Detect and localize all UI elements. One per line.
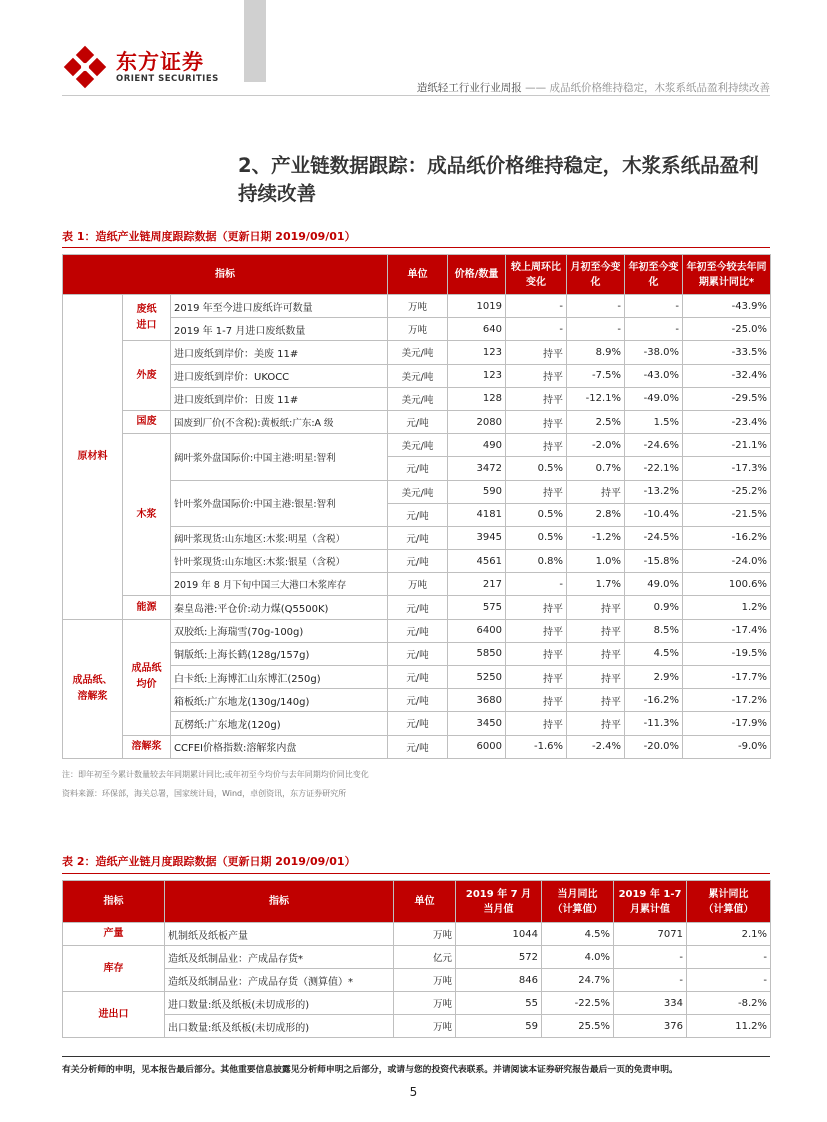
row-wow: -	[506, 295, 567, 318]
weekly-tracking-table	[62, 254, 771, 759]
row-cumulative-yoy: 11.2%	[687, 1015, 771, 1038]
row-ytd: -49.0%	[625, 387, 683, 410]
row-mtd: 2.8%	[567, 503, 625, 526]
row-ytd: 8.5%	[625, 619, 683, 642]
row-ytd: -16.2%	[625, 689, 683, 712]
row-unit: 万吨	[394, 992, 456, 1015]
group-raw-materials: 原材料	[63, 295, 123, 620]
row-unit: 元/吨	[388, 550, 448, 573]
row-unit: 元/吨	[388, 526, 448, 549]
row-name: 针叶浆现货:山东地区:木浆:银星（含税）	[171, 550, 388, 573]
table-row	[63, 434, 771, 457]
logo-chinese-name: 东方证券	[116, 49, 204, 74]
row-yoy: -21.1%	[683, 434, 771, 457]
row-name: 造纸及纸制品业：产成品存货（测算值）*	[165, 969, 394, 992]
row-yoy: -17.3%	[683, 457, 771, 480]
row-yoy: -17.7%	[683, 666, 771, 689]
row-mtd: -2.4%	[567, 735, 625, 758]
row-yoy: -17.4%	[683, 619, 771, 642]
row-unit: 元/吨	[388, 666, 448, 689]
row-wow: 持平	[506, 619, 567, 642]
row-wow: 持平	[506, 689, 567, 712]
row-wow: -1.6%	[506, 735, 567, 758]
header-unit: 单位	[388, 255, 448, 295]
row-name: 瓦楞纸:广东地龙(120g)	[171, 712, 388, 735]
row-yoy: -9.0%	[683, 735, 771, 758]
table1-header-row	[63, 255, 771, 295]
row-cumulative: 376	[614, 1015, 687, 1038]
row-cumulative-yoy: -	[687, 969, 771, 992]
header-ytd: 年初至今变化	[625, 255, 683, 295]
row-price: 3945	[448, 526, 506, 549]
subcat-energy: 能源	[123, 596, 171, 619]
row-unit: 万吨	[388, 318, 448, 341]
row-mtd: -12.1%	[567, 387, 625, 410]
row-name: 铜版纸:上海长鹤(128g/157g)	[171, 642, 388, 665]
row-wow: 0.8%	[506, 550, 567, 573]
row-ytd: -20.0%	[625, 735, 683, 758]
header-cumulative-line2: 月累计值	[630, 903, 670, 915]
header-cumulative-line1: 2019 年 1-7	[618, 888, 682, 900]
row-name: 阔叶浆现货:山东地区:木浆:明星（含税）	[171, 526, 388, 549]
row-value: 572	[456, 946, 542, 969]
cat-trade: 进出口	[63, 992, 165, 1038]
row-mtd: 0.7%	[567, 457, 625, 480]
row-unit: 元/吨	[388, 619, 448, 642]
row-ytd: 4.5%	[625, 642, 683, 665]
row-unit: 元/吨	[388, 457, 448, 480]
header-july-line2: 当月值	[483, 903, 514, 915]
row-name: 白卡纸:上海博汇山东博汇(250g)	[171, 666, 388, 689]
table1-source: 资料来源：环保部，海关总署，国家统计局，Wind，卓创资讯，东方证券研究所	[62, 789, 347, 798]
row-mtd: 2.5%	[567, 410, 625, 433]
row-price: 575	[448, 596, 506, 619]
row-cumulative: -	[614, 969, 687, 992]
table-row	[63, 923, 771, 946]
row-name: 进口废纸到岸价：美废 11#	[171, 341, 388, 364]
header-mtd: 月初至今变化	[567, 255, 625, 295]
monthly-tracking-table	[62, 880, 771, 1038]
row-price: 4181	[448, 503, 506, 526]
row-mtd: -7.5%	[567, 364, 625, 387]
row-wow: 0.5%	[506, 526, 567, 549]
row-value: 1044	[456, 923, 542, 946]
row-value: 55	[456, 992, 542, 1015]
row-unit: 元/吨	[388, 596, 448, 619]
row-value: 59	[456, 1015, 542, 1038]
row-price: 128	[448, 387, 506, 410]
row-name: 国废到厂价(不含税):黄板纸:广东:A 级	[171, 410, 388, 433]
header-cumulative-yoy-line1: 累计同比	[708, 888, 749, 900]
row-wow: 持平	[506, 712, 567, 735]
table-row	[63, 946, 771, 969]
row-yoy: 1.2%	[683, 596, 771, 619]
row-unit: 美元/吨	[388, 364, 448, 387]
row-price: 217	[448, 573, 506, 596]
table-row	[63, 619, 771, 642]
row-yoy: -23.4%	[683, 410, 771, 433]
row-wow: 持平	[506, 642, 567, 665]
header-month-yoy-line1: 当月同比	[557, 888, 598, 900]
header-yoy: 年初至今较去年同期累计同比*	[683, 255, 771, 295]
row-unit: 美元/吨	[388, 434, 448, 457]
table2-caption: 表 2：造纸产业链月度跟踪数据（更新日期 2019/09/01）	[62, 855, 356, 868]
row-name: 造纸及纸制品业：产成品存货*	[165, 946, 394, 969]
row-mtd: 持平	[567, 480, 625, 503]
footer-divider	[62, 1056, 770, 1057]
table2-caption-rule	[62, 873, 770, 874]
row-price: 3680	[448, 689, 506, 712]
row-mtd: 持平	[567, 596, 625, 619]
row-mtd: 1.7%	[567, 573, 625, 596]
row-cumulative: 7071	[614, 923, 687, 946]
row-wow: 0.5%	[506, 503, 567, 526]
row-price: 640	[448, 318, 506, 341]
row-price: 490	[448, 434, 506, 457]
row-ytd: 0.9%	[625, 596, 683, 619]
row-name: 进口废纸到岸价：日废 11#	[171, 387, 388, 410]
row-price: 3472	[448, 457, 506, 480]
row-ytd: -43.0%	[625, 364, 683, 387]
row-unit: 万吨	[388, 295, 448, 318]
row-unit: 万吨	[394, 969, 456, 992]
subcat-waste-import: 废纸进口	[123, 295, 171, 341]
row-name: CCFEI价格指数:溶解浆内盘	[171, 735, 388, 758]
header-unit: 单位	[394, 881, 456, 923]
row-ytd: 2.9%	[625, 666, 683, 689]
row-unit: 美元/吨	[388, 341, 448, 364]
row-name: 出口数量:纸及纸板(未切成形的)	[165, 1015, 394, 1038]
table-row	[63, 969, 771, 992]
subcat-pulp: 木浆	[123, 434, 171, 596]
table-row	[63, 410, 771, 433]
row-cumulative-yoy: -8.2%	[687, 992, 771, 1015]
row-wow: 持平	[506, 666, 567, 689]
row-yoy: -33.5%	[683, 341, 771, 364]
row-unit: 万吨	[394, 1015, 456, 1038]
row-mtd: -	[567, 295, 625, 318]
row-name: 2019 年至今进口废纸许可数量	[171, 295, 388, 318]
row-price: 2080	[448, 410, 506, 433]
header-wow: 较上周环比变化	[506, 255, 567, 295]
header-july-line1: 2019 年 7 月	[465, 888, 532, 900]
header-cumulative	[614, 881, 687, 923]
company-logo	[62, 44, 219, 90]
row-mtd: 持平	[567, 642, 625, 665]
header-decoration-bar	[244, 0, 266, 82]
row-price: 6000	[448, 735, 506, 758]
row-mtd: -1.2%	[567, 526, 625, 549]
row-ytd: -24.6%	[625, 434, 683, 457]
row-value: 846	[456, 969, 542, 992]
row-yoy: -22.5%	[542, 992, 614, 1015]
table2-header-row	[63, 881, 771, 923]
row-yoy: -25.2%	[683, 480, 771, 503]
row-yoy: -19.5%	[683, 642, 771, 665]
row-yoy: -32.4%	[683, 364, 771, 387]
subcat-domestic-waste: 国废	[123, 410, 171, 433]
subcat-dissolving-pulp: 溶解浆	[123, 735, 171, 758]
report-name: 造纸轻工行业行业周报	[416, 82, 522, 94]
row-name: 箱板纸:广东地龙(130g/140g)	[171, 689, 388, 712]
row-mtd: 持平	[567, 689, 625, 712]
row-unit: 元/吨	[388, 735, 448, 758]
row-ytd: -13.2%	[625, 480, 683, 503]
header-month-yoy	[542, 881, 614, 923]
logo-icon	[62, 44, 108, 90]
table-row	[63, 341, 771, 364]
header-month-yoy-line2: （计算值）	[552, 903, 603, 915]
row-price: 4561	[448, 550, 506, 573]
row-ytd: -11.3%	[625, 712, 683, 735]
header-cumulative-yoy	[687, 881, 771, 923]
row-ytd: 1.5%	[625, 410, 683, 433]
row-mtd: 8.9%	[567, 341, 625, 364]
row-price: 123	[448, 364, 506, 387]
cat-inventory: 库存	[63, 946, 165, 992]
row-unit: 元/吨	[388, 503, 448, 526]
row-wow: 持平	[506, 364, 567, 387]
header-divider	[62, 95, 770, 96]
subcat-finished-paper-price: 成品纸均价	[123, 619, 171, 735]
row-unit: 元/吨	[388, 642, 448, 665]
row-ytd: -	[625, 295, 683, 318]
header-price: 价格/数量	[448, 255, 506, 295]
report-subtitle: 成品纸价格维持稳定，木浆系纸品盈利持续改善	[549, 82, 770, 94]
row-yoy: -24.0%	[683, 550, 771, 573]
row-mtd: 1.0%	[567, 550, 625, 573]
group-finished-paper: 成品纸、溶解浆	[63, 619, 123, 758]
table-row	[63, 295, 771, 318]
row-mtd: 持平	[567, 619, 625, 642]
header-july-value	[456, 881, 542, 923]
row-ytd: -38.0%	[625, 341, 683, 364]
row-unit: 万吨	[394, 923, 456, 946]
header-cumulative-yoy-line2: （计算值）	[703, 903, 754, 915]
row-cumulative: -	[614, 946, 687, 969]
table-row	[63, 596, 771, 619]
header-indicator-name: 指标	[165, 881, 394, 923]
row-cumulative-yoy: 2.1%	[687, 923, 771, 946]
row-name: 2019 年 8 月下旬中国三大港口木浆库存	[171, 573, 388, 596]
row-yoy: 25.5%	[542, 1015, 614, 1038]
row-mtd: 持平	[567, 666, 625, 689]
row-wow: 持平	[506, 434, 567, 457]
row-name: 进口废纸到岸价：UKOCC	[171, 364, 388, 387]
row-ytd: -15.8%	[625, 550, 683, 573]
row-yoy: -16.2%	[683, 526, 771, 549]
row-mtd: -	[567, 318, 625, 341]
row-yoy: 4.5%	[542, 923, 614, 946]
table-row	[63, 992, 771, 1015]
row-unit: 元/吨	[388, 689, 448, 712]
row-yoy: 24.7%	[542, 969, 614, 992]
row-price: 123	[448, 341, 506, 364]
row-price: 1019	[448, 295, 506, 318]
row-ytd: -	[625, 318, 683, 341]
row-cumulative-yoy: -	[687, 946, 771, 969]
row-yoy: -21.5%	[683, 503, 771, 526]
cat-output: 产量	[63, 923, 165, 946]
row-yoy: -17.9%	[683, 712, 771, 735]
table-row	[63, 735, 771, 758]
report-header	[417, 80, 770, 95]
row-ytd: 49.0%	[625, 573, 683, 596]
row-name: 秦皇岛港:平仓价:动力煤(Q5500K)	[171, 596, 388, 619]
footer-disclaimer: 有关分析师的申明，见本报告最后部分。其他重要信息披露见分析师申明之后部分，或请与您的投资代表联系。并请阅读本证券研究报告最后一页的免责申明。	[62, 1065, 678, 1075]
row-unit: 美元/吨	[388, 387, 448, 410]
row-unit: 元/吨	[388, 712, 448, 735]
table1-caption: 表 1：造纸产业链周度跟踪数据（更新日期 2019/09/01）	[62, 230, 356, 243]
row-unit: 美元/吨	[388, 480, 448, 503]
row-name: 双胶纸:上海瑞雪(70g-100g)	[171, 619, 388, 642]
section-title: 2、产业链数据跟踪：成品纸价格维持稳定，木浆系纸品盈利持续改善	[238, 154, 759, 205]
row-ytd: -10.4%	[625, 503, 683, 526]
row-yoy: -25.0%	[683, 318, 771, 341]
row-name: 机制纸及纸板产量	[165, 923, 394, 946]
row-mtd: -2.0%	[567, 434, 625, 457]
row-wow: 持平	[506, 480, 567, 503]
row-price: 590	[448, 480, 506, 503]
row-price: 3450	[448, 712, 506, 735]
row-wow: 持平	[506, 596, 567, 619]
table1-caption-rule	[62, 247, 770, 248]
row-wow: -	[506, 573, 567, 596]
row-price: 5250	[448, 666, 506, 689]
header-indicator-category: 指标	[63, 881, 165, 923]
row-price: 6400	[448, 619, 506, 642]
row-unit: 亿元	[394, 946, 456, 969]
row-name: 针叶浆外盘国际价:中国主港:银星:智利	[171, 480, 388, 526]
page-number: 5	[409, 1085, 418, 1099]
row-price: 5850	[448, 642, 506, 665]
row-wow: 持平	[506, 387, 567, 410]
logo-english-name: ORIENT SECURITIES	[116, 73, 219, 84]
row-yoy: -17.2%	[683, 689, 771, 712]
row-wow: 持平	[506, 341, 567, 364]
row-ytd: -24.5%	[625, 526, 683, 549]
table-row	[63, 1015, 771, 1038]
row-wow: 持平	[506, 410, 567, 433]
row-yoy: -43.9%	[683, 295, 771, 318]
row-name: 阔叶浆外盘国际价:中国主港:明星:智利	[171, 434, 388, 480]
header-indicator: 指标	[63, 255, 388, 295]
row-mtd: 持平	[567, 712, 625, 735]
row-yoy: -29.5%	[683, 387, 771, 410]
row-wow: -	[506, 318, 567, 341]
row-name: 2019 年 1-7 月进口废纸数量	[171, 318, 388, 341]
row-ytd: -22.1%	[625, 457, 683, 480]
table1-note: 注：即年初至今累计数量较去年同期累计同比;或年初至今均价与去年同期均价同比变化	[62, 770, 369, 779]
row-wow: 0.5%	[506, 457, 567, 480]
row-unit: 万吨	[388, 573, 448, 596]
row-yoy: 100.6%	[683, 573, 771, 596]
row-name: 进口数量:纸及纸板(未切成形的)	[165, 992, 394, 1015]
header-separator: ——	[521, 82, 550, 94]
row-yoy: 4.0%	[542, 946, 614, 969]
subcat-foreign-waste: 外废	[123, 341, 171, 411]
row-cumulative: 334	[614, 992, 687, 1015]
row-unit: 元/吨	[388, 410, 448, 433]
